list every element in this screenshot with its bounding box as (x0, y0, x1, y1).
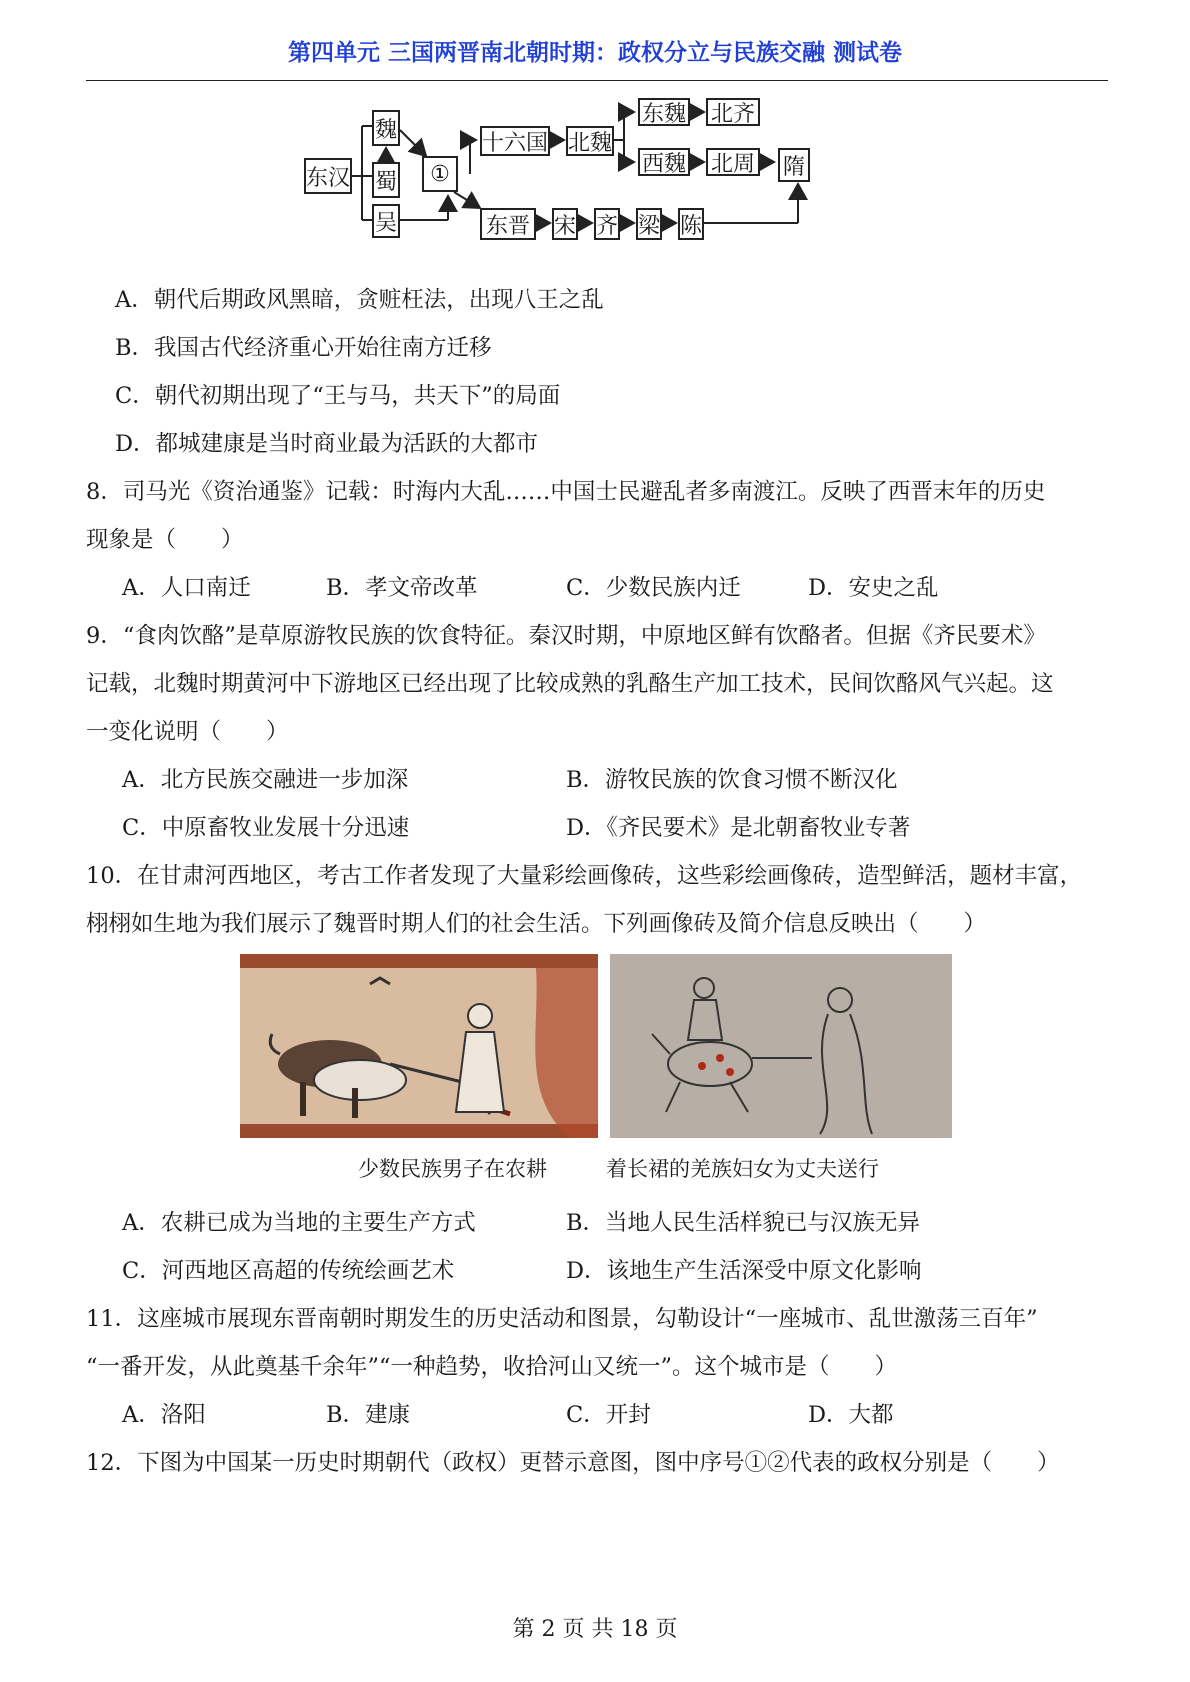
q11-option-c: C．开封 (566, 1402, 651, 1428)
node-wei: 魏 (372, 110, 400, 146)
q9-option-b: B．游牧民族的饮食习惯不断汉化 (566, 767, 898, 793)
q7-option-c: C．朝代初期出现了“王与马，共天下”的局面 (115, 383, 561, 409)
q11-stem-line2: “一番开发，从此奠基千余年”“一种趋势，收拾河山又统一”。这个城市是（ ） (86, 1354, 898, 1380)
q10-option-c: C．河西地区高超的传统绘画艺术 (122, 1258, 455, 1284)
node-wu: 吴 (372, 204, 400, 238)
node-song: 宋 (552, 208, 578, 240)
q9-stem-line1: 9．“食肉饮酪”是草原游牧民族的饮食特征。秦汉时期，中原地区鲜有饮酪者。但据《齐民要术》 (86, 623, 1046, 649)
q7-option-b: B．我国古代经济重心开始往南方迁移 (115, 335, 492, 361)
node-shiliuguo: 十六国 (480, 126, 550, 156)
q11-option-b: B．建康 (326, 1402, 411, 1428)
farming-scene-illustration (240, 954, 598, 1138)
q11-stem-line1: 11．这座城市展现东晋南朝时期发生的历史活动和图景，勾勒设计“一座城市、乱世激荡三百年” (86, 1306, 1038, 1332)
node-beizhou: 北周 (706, 148, 760, 176)
q7-option-a: A．朝代后期政风黑暗，贪赃枉法，出现八王之乱 (115, 287, 604, 313)
node-qi: 齐 (594, 208, 620, 240)
q11-option-a: A．洛阳 (122, 1402, 206, 1428)
q9-option-a: A．北方民族交融进一步加深 (122, 767, 409, 793)
header-divider (86, 80, 1108, 81)
caption-farming: 少数民族男子在农耕 (358, 1157, 547, 1181)
q8-stem-line2: 现象是（ ） (86, 527, 244, 553)
brick-painting-farming (240, 954, 598, 1138)
q9-stem-line2: 记载，北魏时期黄河中下游地区已经出现了比较成熟的乳酪生产加工技术，民间饮酪风气兴起。这 (86, 671, 1054, 697)
brick-paintings (240, 954, 952, 1144)
q10-option-a: A．农耕已成为当地的主要生产方式 (122, 1210, 476, 1236)
q8-stem-line1: 8．司马光《资治通鉴》记载：时海内大乱……中国士民避乱者多南渡江。反映了西晋末年的历史 (86, 479, 1046, 505)
node-sui: 隋 (778, 148, 810, 182)
q9-stem-line3: 一变化说明（ ） (86, 719, 289, 745)
node-liang: 梁 (636, 208, 662, 240)
q10-stem-line2: 栩栩如生地为我们展示了魏晋时期人们的社会生活。下列画像砖及简介信息反映出（ ） (86, 911, 987, 937)
q7-option-d: D．都城建康是当时商业最为活跃的大都市 (115, 431, 539, 457)
q11-option-d: D．大都 (808, 1402, 894, 1428)
node-dongjin: 东晋 (480, 208, 536, 240)
node-dongwei: 东魏 (638, 98, 690, 126)
page-footer: 第 2 页 共 18 页 (512, 1617, 678, 1642)
q10-option-b: B．当地人民生活样貌已与汉族无异 (566, 1210, 921, 1236)
q10-stem-line1: 10．在甘肃河西地区，考古工作者发现了大量彩绘画像砖，这些彩绘画像砖，造型鲜活，题材丰富， (86, 863, 1083, 889)
caption-farewell: 着长裙的羌族妇女为丈夫送行 (606, 1157, 879, 1181)
q8-option-c: C．少数民族内迁 (566, 575, 741, 601)
node-beiqi: 北齐 (706, 98, 760, 126)
q9-option-d: D．《齐民要术》是北朝畜牧业专著 (566, 815, 911, 841)
node-shu: 蜀 (372, 162, 400, 198)
node-chen: 陈 (678, 208, 704, 240)
node-xiwei: 西魏 (638, 148, 690, 176)
node-circle1: ① (422, 156, 458, 192)
node-donghan: 东汉 (304, 158, 352, 194)
q9-option-c: C．中原畜牧业发展十分迅速 (122, 815, 410, 841)
q8-option-a: A．人口南迁 (122, 575, 251, 601)
q12-stem-line1: 12．下图为中国某一历史时期朝代（政权）更替示意图，图中序号①②代表的政权分别是（ ） (86, 1450, 1060, 1476)
q8-option-b: B．孝文帝改革 (326, 575, 478, 601)
q10-option-d: D．该地生产生活深受中原文化影响 (566, 1258, 922, 1284)
page-header-title: 第四单元 三国两晋南北朝时期：政权分立与民族交融 测试卷 (287, 40, 902, 66)
dynasty-diagram (300, 96, 880, 264)
node-beiwei: 北魏 (566, 126, 614, 156)
farewell-scene-illustration (610, 954, 952, 1138)
q8-option-d: D．安史之乱 (808, 575, 939, 601)
brick-painting-farewell (610, 954, 952, 1138)
